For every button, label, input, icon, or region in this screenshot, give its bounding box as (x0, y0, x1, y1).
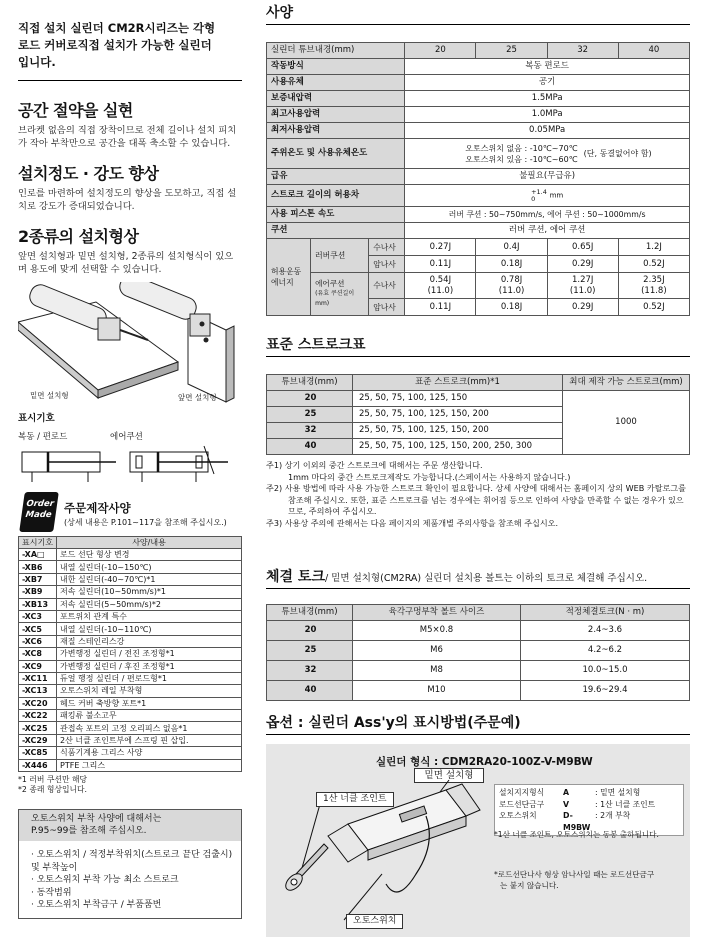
order-made-notes: *1 러버 쿠션만 해당 *2 종래 형상입니다. (18, 775, 88, 795)
table-row (19, 635, 242, 647)
option-symbol: -XC8 (19, 648, 57, 660)
option-spec: 재질 스테인리스강 (57, 635, 242, 647)
intro-title: 직접 설치 실린더 CM2R시리즈는 각형 로드 커버로직접 설치가 가능한 실린더 입니다. (18, 21, 216, 69)
table-row (19, 573, 242, 585)
option-symbol: -XC9 (19, 660, 57, 672)
table-row (267, 43, 690, 59)
torque-heading: 체결 토크/ 밑면 설치형(CM2RA) 실린더 설치용 볼트는 이하의 토크로 체결해 주십시오. (266, 566, 690, 589)
mounting-illustration (18, 282, 242, 404)
table-row (19, 697, 242, 709)
stroke-notes: 주1) 상기 이외의 중간 스트로크에 대해서는 주문 생산합니다. 1mm 마다의 중간 스트로크제작도 가능합니다.(스페이서는 사용하지 않습니다.) 주2) 사용 방법에 따라 사용 가능한 스트로크 확인이 필요합니다. 상세 사양에 대해서는 홈페이지 상의 WEB 카탈로그를 참조해 주십시오. 또한, 표준 스트로크를 넘는 경우에는 휘어짐 등으로 인하여 사양을 만족할 수 없는 경우가 있으므로, 주의하여 주십시오. 주3) 사용상 주의에 관해서는 다음 페이지의 제품개별 주의사항을 참조해 주십시오. (266, 460, 686, 528)
spec-heading: 사양 (266, 2, 690, 25)
table-row: 최고사용압력 1.0MPa (267, 107, 690, 123)
table-header-row (19, 537, 242, 549)
symbol-title: 표시기호 (18, 413, 55, 424)
bore-40: 40 (618, 43, 689, 59)
cylinder-assembly-drawing (266, 744, 496, 937)
list-item: · 오토스위치 / 적정부착위치(스트로크 끝단 검출시) 및 부착높이 (31, 849, 235, 874)
spec-header-label: 실린더 튜브내경(mm) (267, 43, 405, 59)
option-symbol: -XC22 (19, 710, 57, 722)
order-made-subtitle: (상세 내용은 P.101~117을 참조해 주십시오.) (64, 518, 227, 527)
order-made-title: 주문제작사양 (64, 501, 131, 515)
option-symbol: -XB6 (19, 561, 57, 573)
option-spec: 내열 실린더(-10~150℃) (57, 561, 242, 573)
table-row: 사용 피스톤 속도 러버 쿠션 : 50~750mm/s, 에어 쿠션 : 50~1000mm/s (267, 207, 690, 223)
option-spec: 내한 실린더(-40~70℃)*1 (57, 573, 242, 585)
feature-body: 브라켓 없음의 직접 장착이므로 전체 길이나 설치 피치가 작아 부착만으로 공간을 대폭 축소할 수 있습니다. (18, 125, 237, 149)
order-made-table (18, 536, 242, 772)
option-symbol: -XC29 (19, 734, 57, 746)
table-row: 주위온도 및 사용유체온도 오토스위치 없음 : -10℃~70℃ 오토스위치 있음 : -10℃~60℃ (단, 동결없어야 함) (267, 139, 690, 169)
option-symbol: -XC6 (19, 635, 57, 647)
stroke-heading: 표준 스트로크표 (266, 334, 690, 357)
max-stroke-value: 1000 (563, 391, 690, 455)
symbol-left-label: 복동 / 편로드 (18, 432, 68, 442)
table-row (19, 710, 242, 722)
option-symbol: -XC20 (19, 697, 57, 709)
model-code: 실린더 형식 : CDM2RA20-100Z-V-M9BW (376, 756, 593, 768)
option-spec: 내열 실린더(-10~110℃) (57, 623, 242, 635)
option-spec: 가변행정 실린더 / 전진 조정형*1 (57, 648, 242, 660)
table-row (19, 734, 242, 746)
cylinder-mount-drawing (18, 282, 242, 404)
table-row (19, 672, 242, 684)
table-row: 허용운동에너지 러버쿠션 수나사 0.27J 0.4J 0.65J 1.2J (267, 239, 690, 256)
option-spec: 관접속 포트의 고정 오리피스 없음*1 (57, 722, 242, 734)
feature-body: 앞면 설치형과 밑면 설치형, 2종류의 설치형식이 있으며 용도에 맞게 선택할 수 있습니다. (18, 251, 234, 275)
option-symbol: -XC11 (19, 672, 57, 684)
feature-title: 2종류의 설치형상 (18, 227, 139, 246)
table-row (19, 685, 242, 697)
spec-table (266, 42, 690, 316)
option-spec: 포트위치 관계 특수 (57, 610, 242, 622)
mount-type-tag: 밑면 설치형 (414, 768, 484, 783)
order-made-badge: Order Made (19, 492, 59, 532)
feature-body: 인로를 마련하여 설치정도의 향상을 도모하고, 직접 설치로 강도가 증대되었습니다. (18, 188, 237, 212)
option-spec: 로드 선단 형상 변경 (57, 549, 242, 561)
auto-switch-box (18, 809, 242, 919)
table-row: 보증내압력 1.5MPa (267, 91, 690, 107)
table-row (19, 598, 242, 610)
order-made-header (18, 492, 242, 536)
auto-switch-list (19, 841, 241, 918)
feature-title: 설치정도 · 강도 향상 (18, 164, 159, 183)
symbol-subtitles (18, 430, 242, 442)
col-symbol: 표시기호 (19, 537, 57, 549)
auto-switch-header: 오토스위치 부착 사양에 대해서는 P.95~99를 참조해 주십시오. (19, 810, 241, 841)
table-row (19, 747, 242, 759)
col-spec: 사양/내용 (57, 537, 242, 549)
option-spec: PTFE 그리스 (57, 759, 242, 771)
option-symbol: -XC25 (19, 722, 57, 734)
option-spec: 저속 실린더(5~50mm/s)*2 (57, 598, 242, 610)
table-row: 튜브내경(mm) 표준 스트로크(mm)*1 최대 제작 가능 스트로크(mm) (267, 375, 690, 391)
table-row: 작동방식 복동 편로드 (267, 59, 690, 75)
option-symbol: -XC5 (19, 623, 57, 635)
switch-callout: 오토스위치 (346, 914, 403, 929)
option-symbol: -XB7 (19, 573, 57, 585)
option-spec: 헤드 커버 축방향 포트*1 (57, 697, 242, 709)
cylinder-symbol-icon (18, 444, 242, 486)
table-row: 32 M8 10.0~15.0 (267, 661, 690, 681)
table-row: 40 25, 50, 75, 100, 125, 150, 200, 250, 300 (267, 439, 690, 455)
order-example-panel (266, 744, 690, 937)
table-row: 암나사 0.11J 0.18J 0.29J 0.52J (267, 256, 690, 273)
table-row: 32 25, 50, 75, 100, 125, 150, 200 (267, 423, 690, 439)
option-spec: 식품기계용 그리스 사양 (57, 747, 242, 759)
option-symbol: -XB13 (19, 598, 57, 610)
option-symbol: -XC3 (19, 610, 57, 622)
list-item: · 오토스위치 부착금구 / 부품품번 (31, 899, 235, 912)
option-spec: 오토스위치 레일 부착형 (57, 685, 242, 697)
table-row (19, 648, 242, 660)
option-symbol: -XA□ (19, 549, 57, 561)
bore-25: 25 (476, 43, 547, 59)
table-row (19, 610, 242, 622)
table-row: 쿠션 러버 쿠션, 에어 쿠션 (267, 223, 690, 239)
option-symbol: -XB9 (19, 586, 57, 598)
bore-20: 20 (405, 43, 476, 59)
table-row: 스트로크 길이의 허용차 +1.4 0 mm (267, 185, 690, 207)
table-row: 에어쿠션 (유효 쿠션길이 mm) 수나사 0.54J (11.0) 0.78J (11.0) 1.27J (11.0) 2.35J (11.8) (267, 273, 690, 299)
list-item: · 동작범위 (31, 887, 235, 900)
table-row: 40 M10 19.6~29.4 (267, 681, 690, 701)
model-legend: 설치지지형식 A : 밑면 설치형 로드선단금구 V : 1산 너클 조인트 오토스위치 D-M9BW : 2개 부착 (494, 784, 684, 836)
table-row: 20 25, 50, 75, 100, 125, 150 1000 (267, 391, 690, 407)
option-symbol: -XC13 (19, 685, 57, 697)
table-row: 튜브내경(mm) 육각구멍부착 볼트 사이즈 적정체결토크(N · m) (267, 605, 690, 621)
symbol-right-label: 에어쿠션 (110, 432, 143, 442)
option-heading: 옵션 : 실린더 Ass'y의 표시방법(주문예) (266, 712, 690, 735)
front-mount-label: 앞면 설치형 (178, 393, 217, 402)
option-spec: 2산 너클 조인트부에 스프링 핀 삽입. (57, 734, 242, 746)
option-note-2: *로드선단나사 형상 암나사일 때는 로드선단금구 는 붙지 않습니다. (494, 870, 655, 890)
bore-32: 32 (547, 43, 618, 59)
table-row (19, 759, 242, 771)
option-symbol: -X446 (19, 759, 57, 771)
stroke-table (266, 374, 690, 455)
option-note-1: *1산 너클 조인트, 오토스위치는 동봉 출하됩니다. (494, 830, 659, 839)
feature-title: 공간 절약을 실현 (18, 101, 133, 120)
order-made-rows (19, 549, 242, 772)
table-row: 25 M6 4.2~6.2 (267, 641, 690, 661)
table-row (19, 586, 242, 598)
bottom-mount-label: 밑면 설치형 (30, 391, 69, 400)
table-row: 최저사용압력 0.05MPa (267, 123, 690, 139)
table-row: 25 25, 50, 75, 100, 125, 150, 200 (267, 407, 690, 423)
table-row: 사용유체 공기 (267, 75, 690, 91)
divider (18, 80, 242, 81)
table-row: 급유 불필요(무급유) (267, 169, 690, 185)
option-spec: 저속 실린더(10~50mm/s)*1 (57, 586, 242, 598)
table-row: 암나사 0.11J 0.18J 0.29J 0.52J (267, 299, 690, 316)
option-symbol: -XC85 (19, 747, 57, 759)
table-row (19, 561, 242, 573)
table-row (19, 623, 242, 635)
table-row (19, 722, 242, 734)
list-item: · 오토스위치 부착 가능 최소 스트로크 (31, 874, 235, 887)
knuckle-callout: 1산 너클 조인트 (316, 792, 394, 807)
option-spec: 듀얼 행정 실린더 / 편로드형*1 (57, 672, 242, 684)
table-row (19, 660, 242, 672)
option-spec: 패킹류 불소고무 (57, 710, 242, 722)
option-spec: 가변행정 실린더 / 후진 조정형*1 (57, 660, 242, 672)
table-row: 20 M5×0.8 2.4~3.6 (267, 621, 690, 641)
left-column (18, 0, 242, 919)
torque-table (266, 604, 690, 701)
pneumatic-symbols (18, 444, 242, 486)
table-row (19, 549, 242, 561)
